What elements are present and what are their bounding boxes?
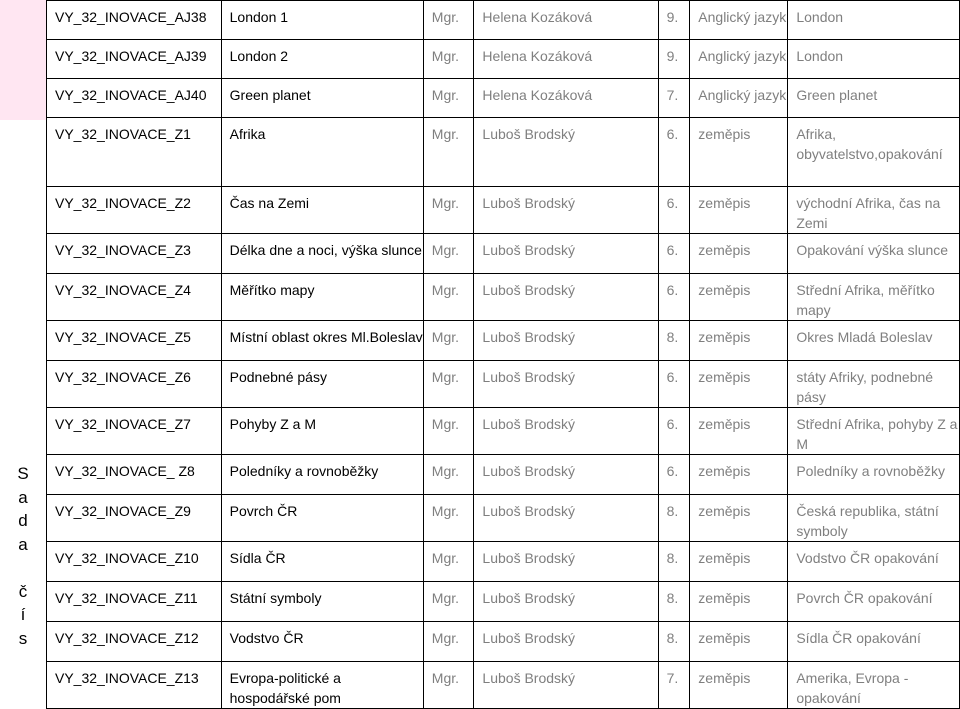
cell-mgr: Mgr. (423, 455, 474, 495)
cell-title: Podnebné pásy (221, 361, 423, 408)
cell-grade: 7. (658, 662, 690, 709)
cell-mgr: Mgr. (423, 40, 474, 79)
cell-subject: Anglický jazyk (690, 1, 788, 40)
side-letter: č (18, 581, 28, 601)
cell-subject: zeměpis (690, 234, 788, 274)
cell-mgr: Mgr. (423, 542, 474, 582)
table-row (47, 79, 960, 118)
cell-mgr: Mgr. (423, 1, 474, 40)
cell-topic: Střední Afrika, měřítko mapy (788, 274, 960, 321)
cell-subject: zeměpis (690, 662, 788, 709)
cell-author: Luboš Brodský (474, 187, 658, 234)
table-row (47, 321, 960, 361)
cell-author: Luboš Brodský (474, 361, 658, 408)
cell-author: Helena Kozáková (474, 40, 658, 79)
side-letter: d (18, 511, 28, 530)
cell-author: Helena Kozáková (474, 79, 658, 118)
cell-title: London 2 (221, 40, 423, 79)
table-row (47, 274, 960, 321)
cell-topic: Opakování výška slunce (788, 234, 960, 274)
table-row (47, 542, 960, 582)
cell-subject: zeměpis (690, 187, 788, 234)
table-row (47, 361, 960, 408)
cell-author: Luboš Brodský (474, 495, 658, 542)
side-band-top (0, 0, 46, 120)
cell-code: VY_32_INOVACE_AJ38 (47, 1, 222, 40)
side-letter: s (18, 628, 28, 648)
cell-title: Green planet (221, 79, 423, 118)
side-letter: í (20, 605, 26, 624)
cell-topic: Povrch ČR opakování (788, 582, 960, 622)
cell-topic: Sídla ČR opakování (788, 622, 960, 662)
side-vertical-label (0, 462, 46, 650)
cell-grade: 9. (658, 1, 690, 40)
cell-topic: London (788, 1, 960, 40)
cell-mgr: Mgr. (423, 321, 474, 361)
cell-grade: 6. (658, 455, 690, 495)
cell-subject: zeměpis (690, 408, 788, 455)
cell-title: Délka dne a noci, výška slunce (221, 234, 423, 274)
cell-subject: Anglický jazyk (690, 40, 788, 79)
cell-topic: Česká republika, státní symboly (788, 495, 960, 542)
cell-author: Luboš Brodský (474, 582, 658, 622)
cell-mgr: Mgr. (423, 582, 474, 622)
cell-subject: zeměpis (690, 274, 788, 321)
cell-title: Vodstvo ČR (221, 622, 423, 662)
table-row (47, 582, 960, 622)
table-row (47, 455, 960, 495)
cell-topic: Amerika, Evropa - opakování (788, 662, 960, 709)
cell-mgr: Mgr. (423, 622, 474, 662)
table-row (47, 187, 960, 234)
cell-code: VY_32_INOVACE_AJ39 (47, 40, 222, 79)
cell-grade: 9. (658, 40, 690, 79)
cell-topic: Green planet (788, 79, 960, 118)
cell-mgr: Mgr. (423, 118, 474, 187)
cell-code: VY_32_INOVACE_Z12 (47, 622, 222, 662)
cell-mgr: Mgr. (423, 408, 474, 455)
cell-code: VY_32_INOVACE_Z6 (47, 361, 222, 408)
table-row (47, 495, 960, 542)
table-row (47, 662, 960, 709)
cell-mgr: Mgr. (423, 187, 474, 234)
cell-subject: Anglický jazyk (690, 79, 788, 118)
cell-author: Luboš Brodský (474, 118, 658, 187)
cell-subject: zeměpis (690, 495, 788, 542)
cell-subject: zeměpis (690, 118, 788, 187)
cell-topic: Vodstvo ČR opakování (788, 542, 960, 582)
cell-code: VY_32_INOVACE_Z3 (47, 234, 222, 274)
cell-grade: 8. (658, 622, 690, 662)
cell-topic: Okres Mladá Boleslav (788, 321, 960, 361)
cell-author: Helena Kozáková (474, 1, 658, 40)
cell-grade: 6. (658, 118, 690, 187)
cell-title: London 1 (221, 1, 423, 40)
cell-mgr: Mgr. (423, 361, 474, 408)
cell-topic: London (788, 40, 960, 79)
cell-mgr: Mgr. (423, 495, 474, 542)
table-row (47, 408, 960, 455)
cell-code: VY_32_INOVACE_Z2 (47, 187, 222, 234)
table-row (47, 1, 960, 40)
cell-grade: 8. (658, 321, 690, 361)
table-row (47, 40, 960, 79)
cell-subject: zeměpis (690, 582, 788, 622)
cell-subject: zeměpis (690, 542, 788, 582)
cell-mgr: Mgr. (423, 234, 474, 274)
cell-subject: zeměpis (690, 622, 788, 662)
cell-title: Státní symboly (221, 582, 423, 622)
cell-code: VY_32_INOVACE_Z4 (47, 274, 222, 321)
cell-author: Luboš Brodský (474, 542, 658, 582)
cell-subject: zeměpis (690, 321, 788, 361)
cell-code: VY_32_INOVACE_AJ40 (47, 79, 222, 118)
cell-author: Luboš Brodský (474, 321, 658, 361)
side-letter: a (18, 534, 28, 554)
cell-code: VY_32_INOVACE_Z5 (47, 321, 222, 361)
table-row (47, 234, 960, 274)
side-letter: a (18, 487, 28, 507)
cell-grade: 6. (658, 234, 690, 274)
cell-subject: zeměpis (690, 361, 788, 408)
cell-grade: 7. (658, 79, 690, 118)
cell-mgr: Mgr. (423, 79, 474, 118)
cell-grade: 6. (658, 274, 690, 321)
cell-topic: Afrika, obyvatelstvo,opakování (788, 118, 960, 187)
cell-title: Místní oblast okres Ml.Boleslav (221, 321, 423, 361)
cell-author: Luboš Brodský (474, 455, 658, 495)
side-letter: S (17, 464, 29, 483)
cell-code: VY_32_INOVACE_Z10 (47, 542, 222, 582)
cell-author: Luboš Brodský (474, 234, 658, 274)
cell-author: Luboš Brodský (474, 274, 658, 321)
cell-grade: 6. (658, 408, 690, 455)
cell-grade: 8. (658, 495, 690, 542)
cell-topic: státy Afriky, podnebné pásy (788, 361, 960, 408)
cell-title: Povrch ČR (221, 495, 423, 542)
cell-grade: 8. (658, 542, 690, 582)
table-row (47, 622, 960, 662)
cell-title: Sídla ČR (221, 542, 423, 582)
cell-author: Luboš Brodský (474, 408, 658, 455)
cell-grade: 6. (658, 187, 690, 234)
cell-topic: východní Afrika, čas na Zemi (788, 187, 960, 234)
table-row (47, 118, 960, 187)
cell-code: VY_32_INOVACE_Z7 (47, 408, 222, 455)
cell-topic: Poledníky a rovnoběžky (788, 455, 960, 495)
materials-table (46, 0, 960, 709)
cell-title: Pohyby Z a M (221, 408, 423, 455)
cell-code: VY_32_INOVACE_Z1 (47, 118, 222, 187)
cell-author: Luboš Brodský (474, 622, 658, 662)
cell-title: Afrika (221, 118, 423, 187)
cell-title: Měřítko mapy (221, 274, 423, 321)
cell-title: Čas na Zemi (221, 187, 423, 234)
cell-mgr: Mgr. (423, 662, 474, 709)
cell-code: VY_32_INOVACE_ Z8 (47, 455, 222, 495)
cell-topic: Střední Afrika, pohyby Z a M (788, 408, 960, 455)
cell-grade: 8. (658, 582, 690, 622)
cell-mgr: Mgr. (423, 274, 474, 321)
cell-code: VY_32_INOVACE_Z9 (47, 495, 222, 542)
cell-title: Poledníky a rovnoběžky (221, 455, 423, 495)
cell-title: Evropa-politické a hospodářské pom (221, 662, 423, 709)
cell-code: VY_32_INOVACE_Z13 (47, 662, 222, 709)
cell-code: VY_32_INOVACE_Z11 (47, 582, 222, 622)
cell-author: Luboš Brodský (474, 662, 658, 709)
cell-subject: zeměpis (690, 455, 788, 495)
cell-grade: 6. (658, 361, 690, 408)
